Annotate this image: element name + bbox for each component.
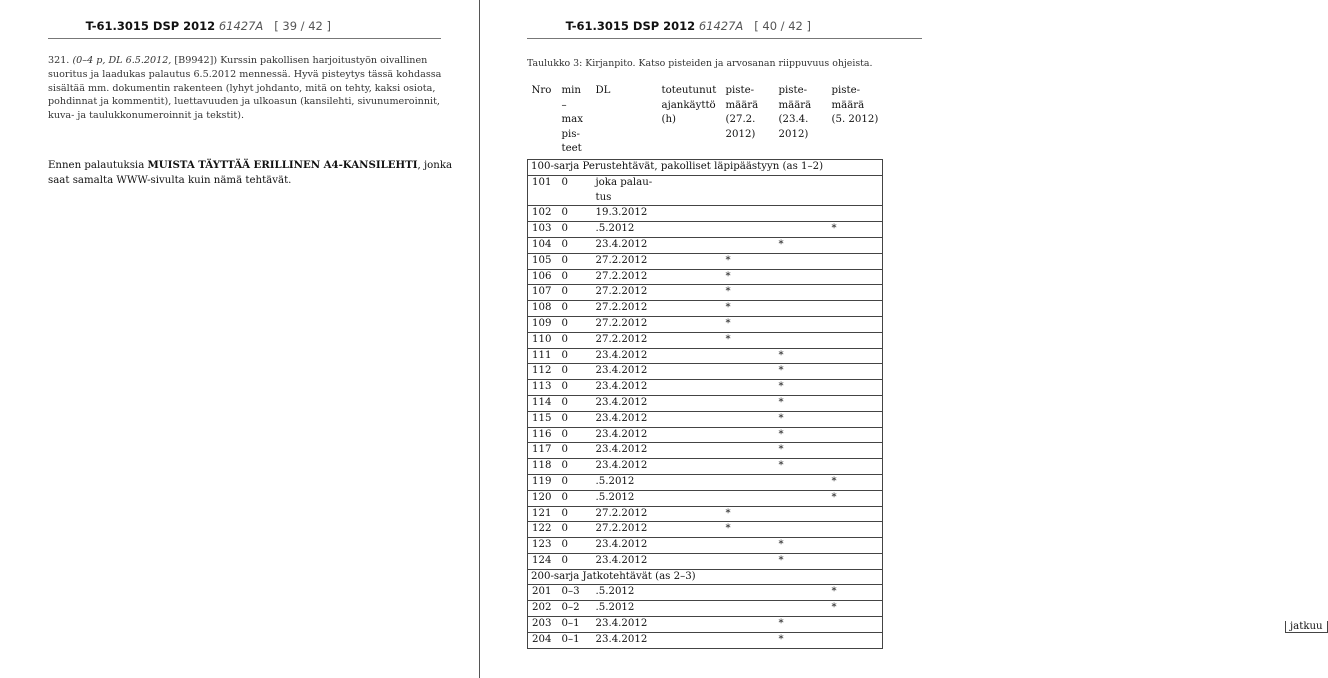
- table-row: [528, 490, 883, 506]
- right-page: [480, 0, 1323, 678]
- cell-nro: 110: [528, 332, 558, 348]
- cell-dl: 27.2.2012: [592, 253, 658, 269]
- cell-points-feb: [722, 474, 775, 490]
- table-row: [528, 206, 883, 222]
- table-row: [528, 553, 883, 569]
- problem-321: [48, 54, 443, 123]
- cell-points-feb: [722, 490, 775, 506]
- cell-points-feb: *: [722, 285, 775, 301]
- cell-dl: .5.2012: [592, 222, 658, 238]
- cell-time: [658, 253, 722, 269]
- cell-dl: [592, 175, 658, 206]
- cell-time: [658, 206, 722, 222]
- cell-time: [658, 459, 722, 475]
- cell-points-may: [828, 395, 883, 411]
- cell-time: [658, 553, 722, 569]
- cell-points-may: [828, 332, 883, 348]
- cell-min-max: 0: [558, 237, 592, 253]
- cell-dl: .5.2012: [592, 474, 658, 490]
- cell-points-feb: [722, 364, 775, 380]
- cell-time: [658, 585, 722, 601]
- cell-nro: 113: [528, 380, 558, 396]
- header-p1-line: piste-: [725, 85, 755, 96]
- cell-nro: 111: [528, 348, 558, 364]
- cell-min-max: 0: [558, 364, 592, 380]
- cell-nro: 108: [528, 301, 558, 317]
- section-title: 200-sarja Jatkotehtävät (as 2–3): [528, 569, 883, 585]
- cell-points-feb: *: [722, 506, 775, 522]
- cell-points-apr: *: [775, 632, 828, 648]
- table-row: [528, 253, 883, 269]
- table-row: [528, 443, 883, 459]
- cell-time: [658, 237, 722, 253]
- table-row: [528, 601, 883, 617]
- header-p2-line: piste-: [778, 85, 808, 96]
- cell-time: [658, 332, 722, 348]
- cell-time: [658, 427, 722, 443]
- cell-points-may: [828, 301, 883, 317]
- cell-points-may: [828, 348, 883, 364]
- cell-min-max: 0–3: [558, 585, 592, 601]
- header-p1-line: määrä: [725, 99, 759, 111]
- cell-time: [658, 316, 722, 332]
- cell-min-max: 0: [558, 553, 592, 569]
- cell-nro: 121: [528, 506, 558, 522]
- cell-points-feb: [722, 380, 775, 396]
- cell-points-apr: *: [775, 348, 828, 364]
- page-header: [566, 19, 811, 33]
- header-p3-line: määrä: [831, 99, 865, 111]
- table-row: [528, 506, 883, 522]
- header-p2-line: 2012): [778, 128, 809, 140]
- cell-points-apr: *: [775, 380, 828, 396]
- cell-min-max: 0: [558, 222, 592, 238]
- cell-points-feb: [722, 585, 775, 601]
- cell-time: [658, 632, 722, 648]
- cell-time: [658, 474, 722, 490]
- cell-dl: 23.4.2012: [592, 348, 658, 364]
- cell-points-may: [828, 427, 883, 443]
- table-row: [528, 538, 883, 554]
- cell-points-may: [828, 506, 883, 522]
- table-row: [528, 237, 883, 253]
- cell-nro: 122: [528, 522, 558, 538]
- cell-points-apr: [775, 206, 828, 222]
- header-p1-line: (27.2.: [725, 114, 756, 126]
- cell-points-feb: [722, 348, 775, 364]
- cell-nro: 119: [528, 474, 558, 490]
- cell-time: [658, 443, 722, 459]
- cell-points-apr: *: [775, 427, 828, 443]
- cell-min-max: 0: [558, 269, 592, 285]
- table-row: [528, 632, 883, 648]
- cell-nro: 203: [528, 617, 558, 633]
- cell-nro: 102: [528, 206, 558, 222]
- table-row: [528, 617, 883, 633]
- cell-nro: 104: [528, 237, 558, 253]
- cell-dl: 23.4.2012: [592, 632, 658, 648]
- cell-dl: 27.2.2012: [592, 332, 658, 348]
- cell-min-max: 0: [558, 301, 592, 317]
- table-header-row: [528, 82, 883, 159]
- table-row: [528, 427, 883, 443]
- cell-dl: 23.4.2012: [592, 364, 658, 380]
- cell-points-may: *: [828, 585, 883, 601]
- cell-dl-line: tus: [595, 191, 612, 203]
- cell-dl: 27.2.2012: [592, 285, 658, 301]
- header-p3-line: (5. 2012): [831, 114, 879, 126]
- table-row: [528, 175, 883, 206]
- cell-min-max: 0: [558, 443, 592, 459]
- cell-points-apr: *: [775, 364, 828, 380]
- cell-points-feb: [722, 459, 775, 475]
- cell-nro: 105: [528, 253, 558, 269]
- cell-nro: 112: [528, 364, 558, 380]
- header-min-line: –: [561, 99, 567, 111]
- header-nro: Nro: [531, 85, 552, 96]
- cell-points-apr: *: [775, 237, 828, 253]
- cell-dl: 23.4.2012: [592, 411, 658, 427]
- cell-min-max: 0: [558, 459, 592, 475]
- header-dl: DL: [595, 85, 611, 96]
- table-row: [528, 222, 883, 238]
- cell-time: [658, 348, 722, 364]
- cell-points-feb: *: [722, 522, 775, 538]
- cell-points-apr: [775, 522, 828, 538]
- problem-id: [B9942]): [174, 55, 218, 66]
- table-row: [528, 348, 883, 364]
- cell-points-may: [828, 522, 883, 538]
- cell-points-may: [828, 553, 883, 569]
- cell-points-feb: [722, 411, 775, 427]
- cell-dl: 27.2.2012: [592, 506, 658, 522]
- cell-dl: 23.4.2012: [592, 395, 658, 411]
- table-body: [528, 159, 883, 648]
- cell-points-may: *: [828, 490, 883, 506]
- cell-points-apr: [775, 269, 828, 285]
- cell-time: [658, 601, 722, 617]
- cell-dl: 23.4.2012: [592, 538, 658, 554]
- header-min-line: min: [561, 85, 581, 96]
- cell-min-max: 0: [558, 474, 592, 490]
- notice-prefix: Ennen palautuksia: [48, 160, 145, 171]
- cell-min-max: 0: [558, 538, 592, 554]
- cell-points-may: [828, 364, 883, 380]
- cell-points-feb: [722, 222, 775, 238]
- section-title: 100-sarja Perustehtävät, pakolliset läpipäästyyn (as 1–2): [528, 159, 883, 175]
- problem-number: 321.: [48, 55, 70, 66]
- cell-min-max: 0: [558, 316, 592, 332]
- table-row: [528, 364, 883, 380]
- cell-time: [658, 490, 722, 506]
- cell-points-apr: [775, 332, 828, 348]
- cell-points-feb: [722, 427, 775, 443]
- cell-points-apr: [775, 601, 828, 617]
- cell-dl: 23.4.2012: [592, 380, 658, 396]
- cell-time: [658, 538, 722, 554]
- cell-points-apr: *: [775, 443, 828, 459]
- cell-points-may: [828, 237, 883, 253]
- cell-dl: 23.4.2012: [592, 617, 658, 633]
- cell-min-max: 0: [558, 380, 592, 396]
- cell-points-may: [828, 617, 883, 633]
- cell-points-apr: *: [775, 411, 828, 427]
- cell-points-may: [828, 459, 883, 475]
- cell-points-may: *: [828, 601, 883, 617]
- cell-min-max: 0: [558, 490, 592, 506]
- page-header: [86, 19, 331, 33]
- header-min-line: max: [561, 114, 583, 126]
- cell-points-may: [828, 380, 883, 396]
- cell-points-feb: [722, 553, 775, 569]
- cell-time: [658, 269, 722, 285]
- cell-min-max: 0: [558, 206, 592, 222]
- cell-nro: 120: [528, 490, 558, 506]
- table-row: [528, 395, 883, 411]
- cell-nro: 114: [528, 395, 558, 411]
- header-p1-line: 2012): [725, 128, 756, 140]
- table-row: [528, 269, 883, 285]
- cell-nro: 204: [528, 632, 558, 648]
- cell-nro: 118: [528, 459, 558, 475]
- cell-time: [658, 364, 722, 380]
- cell-dl: .5.2012: [592, 585, 658, 601]
- cell-points-feb: *: [722, 316, 775, 332]
- cell-min-max: 0: [558, 395, 592, 411]
- cell-points-may: [828, 269, 883, 285]
- cell-nro: 101: [528, 175, 558, 206]
- header-time-line: ajankäyttö: [661, 99, 716, 111]
- cell-points-feb: *: [722, 269, 775, 285]
- cell-points-feb: [722, 601, 775, 617]
- cell-points-apr: [775, 253, 828, 269]
- cell-points-may: *: [828, 222, 883, 238]
- table-row: [528, 411, 883, 427]
- cell-points-may: [828, 538, 883, 554]
- cell-min-max: 0–1: [558, 617, 592, 633]
- cell-nro: 107: [528, 285, 558, 301]
- cell-dl: 27.2.2012: [592, 301, 658, 317]
- notice-bold: MUISTA TÄYTTÄÄ ERILLINEN A4-KANSILEHTI: [147, 159, 418, 171]
- cell-dl: 27.2.2012: [592, 316, 658, 332]
- cell-dl: 27.2.2012: [592, 522, 658, 538]
- cell-points-apr: [775, 316, 828, 332]
- cell-min-max: 0–2: [558, 601, 592, 617]
- cell-dl: .5.2012: [592, 490, 658, 506]
- cell-points-apr: *: [775, 617, 828, 633]
- page-number: [ 39 / 42 ]: [274, 19, 331, 33]
- cover-sheet-notice: [48, 158, 458, 188]
- cell-points-apr: *: [775, 553, 828, 569]
- cell-time: [658, 380, 722, 396]
- cell-points-feb: *: [722, 253, 775, 269]
- header-rule: [527, 38, 922, 39]
- cell-nro: 115: [528, 411, 558, 427]
- cell-min-max: 0: [558, 332, 592, 348]
- table-row: [528, 332, 883, 348]
- cell-nro: 103: [528, 222, 558, 238]
- cell-points-feb: [722, 617, 775, 633]
- cell-time: [658, 285, 722, 301]
- cell-min-max: 0: [558, 411, 592, 427]
- cell-min-max: 0: [558, 348, 592, 364]
- cell-points-feb: *: [722, 332, 775, 348]
- notice-suffix: , jonka saat samalta WWW-sivulta kuin nämä tehtävät.: [48, 160, 453, 186]
- cell-nro: 201: [528, 585, 558, 601]
- cell-nro: 117: [528, 443, 558, 459]
- cell-points-may: [828, 285, 883, 301]
- cell-dl-line: joka palau-: [595, 176, 653, 188]
- table-row: [528, 380, 883, 396]
- header-points-apr: [775, 82, 828, 159]
- cell-points-may: [828, 316, 883, 332]
- left-page: [0, 0, 479, 678]
- cell-points-feb: [722, 632, 775, 648]
- cell-points-feb: [722, 206, 775, 222]
- cell-nro: 124: [528, 553, 558, 569]
- cell-min-max: 0: [558, 285, 592, 301]
- course-code: 61427A: [698, 19, 744, 33]
- cell-points-may: *: [828, 474, 883, 490]
- cell-points-apr: [775, 506, 828, 522]
- table-row: [528, 459, 883, 475]
- section-header-row: [528, 569, 883, 585]
- cell-points-apr: [775, 474, 828, 490]
- continued-label: jatkuu: [1285, 621, 1328, 633]
- cell-dl: 23.4.2012: [592, 427, 658, 443]
- cell-time: [658, 301, 722, 317]
- header-p2-line: määrä: [778, 99, 812, 111]
- cell-points-apr: *: [775, 395, 828, 411]
- cell-points-feb: [722, 443, 775, 459]
- problem-text: Kurssin pakollisen harjoitustyön oivallinen suoritus ja laadukas palautus 6.5.2012 mennessä. Hyvä pisteytys tässä kohdassa sisältää mm. dokumentin rakenteen (lyhyt johdanto, mitä on tehty, kaksi osiota, pohdinnat ja kommentit), luettavuuden ja ulkoasun (kansilehti, sivunumeroinnit, kuva- ja taulukkonumeroinnit ja tekstit).: [48, 55, 442, 122]
- cell-points-feb: [722, 237, 775, 253]
- cell-nro: 202: [528, 601, 558, 617]
- cell-points-apr: [775, 490, 828, 506]
- header-rule: [48, 38, 441, 39]
- cell-dl: 23.4.2012: [592, 459, 658, 475]
- cell-points-apr: [775, 222, 828, 238]
- header-min-max: [558, 82, 592, 159]
- cell-dl: 23.4.2012: [592, 443, 658, 459]
- header-min-line: pis-: [561, 128, 580, 140]
- table-row: [528, 285, 883, 301]
- cell-points-apr: [775, 301, 828, 317]
- cell-time: [658, 175, 722, 206]
- cell-nro: 123: [528, 538, 558, 554]
- header-p3-line: piste-: [831, 85, 861, 96]
- cell-min-max: 0: [558, 506, 592, 522]
- cell-min-max: 0: [558, 522, 592, 538]
- cell-points-may: [828, 175, 883, 206]
- cell-points-feb: [722, 175, 775, 206]
- cell-points-apr: *: [775, 459, 828, 475]
- cell-time: [658, 411, 722, 427]
- cell-points-may: [828, 253, 883, 269]
- header-points-may: [828, 82, 883, 159]
- cell-points-may: [828, 632, 883, 648]
- header-time: [658, 82, 722, 159]
- header-points-feb: [722, 82, 775, 159]
- cell-nro: 106: [528, 269, 558, 285]
- cell-points-feb: *: [722, 301, 775, 317]
- table-row: [528, 474, 883, 490]
- cell-min-max: 0: [558, 175, 592, 206]
- cell-points-may: [828, 206, 883, 222]
- cell-time: [658, 395, 722, 411]
- section-header-row: [528, 159, 883, 175]
- cell-dl: 19.3.2012: [592, 206, 658, 222]
- header-time-line: (h): [661, 114, 677, 126]
- course-title: T-61.3015 DSP 2012: [565, 19, 696, 33]
- table-row: [528, 585, 883, 601]
- cell-nro: 109: [528, 316, 558, 332]
- cell-min-max: 0–1: [558, 632, 592, 648]
- table-row: [528, 522, 883, 538]
- cell-min-max: 0: [558, 427, 592, 443]
- header-min-line: teet: [561, 143, 582, 155]
- course-code: 61427A: [218, 19, 264, 33]
- cell-points-apr: [775, 585, 828, 601]
- cell-points-may: [828, 443, 883, 459]
- cell-points-feb: [722, 395, 775, 411]
- course-title: T-61.3015 DSP 2012: [85, 19, 216, 33]
- bookkeeping-table: [527, 82, 883, 649]
- cell-points-feb: [722, 538, 775, 554]
- header-time-line: toteutunut: [661, 85, 717, 96]
- cell-min-max: 0: [558, 253, 592, 269]
- cell-dl: 23.4.2012: [592, 237, 658, 253]
- page-number: [ 40 / 42 ]: [754, 19, 811, 33]
- cell-time: [658, 506, 722, 522]
- cell-dl: 23.4.2012: [592, 553, 658, 569]
- cell-time: [658, 617, 722, 633]
- header-p2-line: (23.4.: [778, 114, 809, 126]
- table-row: [528, 301, 883, 317]
- cell-dl: .5.2012: [592, 601, 658, 617]
- cell-points-may: [828, 411, 883, 427]
- cell-points-apr: [775, 285, 828, 301]
- cell-nro: 116: [528, 427, 558, 443]
- cell-dl: 27.2.2012: [592, 269, 658, 285]
- cell-time: [658, 522, 722, 538]
- table-caption: Taulukko 3: Kirjanpito. Katso pisteiden ja arvosanan riippuvuus ohjeista.: [527, 58, 873, 69]
- cell-points-apr: *: [775, 538, 828, 554]
- table-row: [528, 316, 883, 332]
- problem-params: (0–4 p, DL 6.5.2012,: [72, 55, 172, 66]
- cell-points-apr: [775, 175, 828, 206]
- cell-time: [658, 222, 722, 238]
